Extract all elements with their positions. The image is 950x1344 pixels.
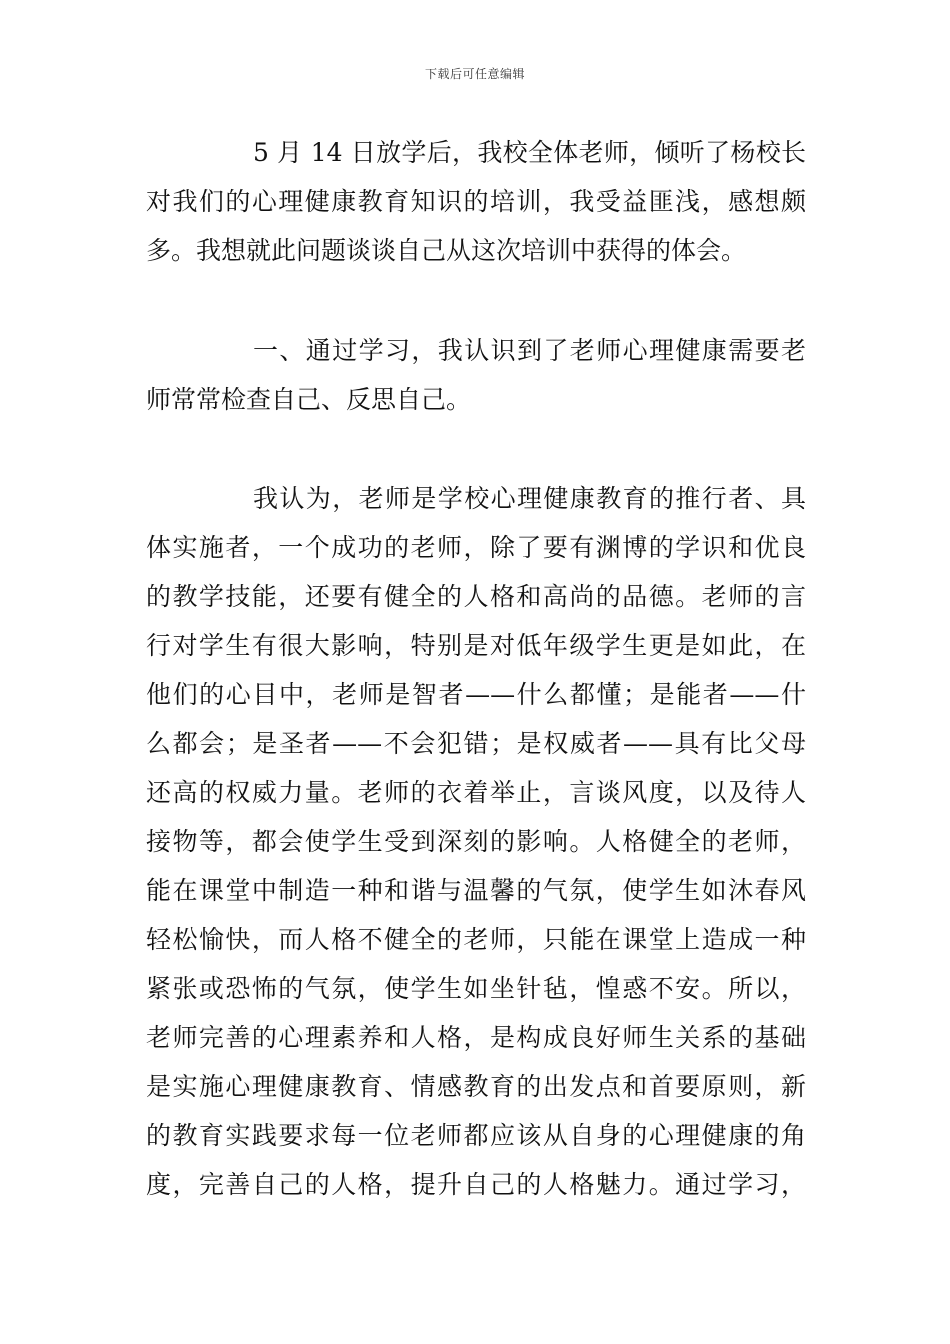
paragraph-line: 度，完善自己的人格，提升自己的人格魅力。通过学习， — [146, 1170, 806, 1199]
paragraph-line: 是实施心理健康教育、情感教育的出发点和首要原则，新 — [146, 1072, 806, 1101]
paragraph-line: 对我们的心理健康教育知识的培训，我受益匪浅，感想颇 — [146, 187, 806, 216]
paragraph-line: 的教学技能，还要有健全的人格和高尚的品德。老师的言 — [146, 582, 806, 611]
paragraph-line: 轻松愉快，而人格不健全的老师，只能在课堂上造成一种 — [146, 925, 806, 954]
paragraph-line: 他们的心目中，老师是智者——什么都懂；是能者——什 — [146, 680, 806, 709]
paragraph-line: 接物等，都会使学生受到深刻的影响。人格健全的老师， — [146, 827, 806, 856]
paragraph-line: 能在课堂中制造一种和谐与温馨的气氛，使学生如沐春风 — [146, 876, 806, 905]
paragraph-line: 5 月 14 日放学后，我校全体老师，倾听了杨校长 — [253, 138, 806, 167]
paragraph-line: 一、通过学习，我认识到了老师心理健康需要老 — [253, 336, 806, 365]
paragraph-line: 紧张或恐怖的气氛，使学生如坐针毡，惶惑不安。所以， — [146, 974, 806, 1003]
paragraph-line: 行对学生有很大影响，特别是对低年级学生更是如此，在 — [146, 631, 806, 660]
paragraph-line: 体实施者，一个成功的老师，除了要有渊博的学识和优良 — [146, 533, 806, 562]
paragraph-line: 师常常检查自己、反思自己。 — [146, 385, 472, 414]
paragraph-line: 老师完善的心理素养和人格，是构成良好师生关系的基础 — [146, 1023, 806, 1052]
page-header: 下载后可任意编辑 — [424, 67, 525, 81]
paragraph-line: 的教育实践要求每一位老师都应该从自身的心理健康的角 — [146, 1121, 806, 1150]
paragraph-line: 么都会；是圣者——不会犯错；是权威者——具有比父母 — [146, 729, 806, 758]
paragraph-line: 多。我想就此问题谈谈自己从这次培训中获得的体会。 — [146, 236, 747, 265]
paragraph-line: 还高的权威力量。老师的衣着举止，言谈风度，以及待人 — [146, 778, 806, 807]
paragraph-line: 我认为，老师是学校心理健康教育的推行者、具 — [253, 484, 806, 513]
